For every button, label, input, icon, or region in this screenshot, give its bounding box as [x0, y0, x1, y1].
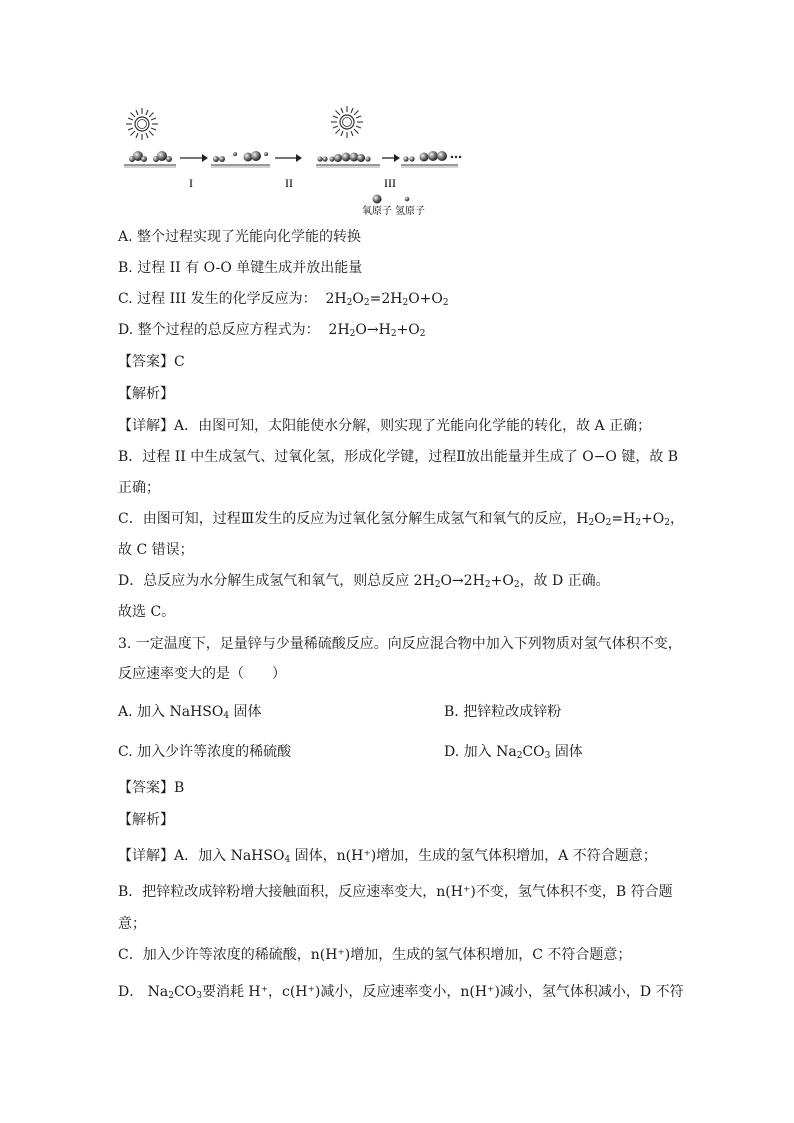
q3-option-d-end: 固体 [554, 744, 583, 760]
q3-analysis-heading: 【解析】 [118, 812, 174, 828]
reaction-diagram [118, 102, 478, 220]
q2-detail-d: D．总反应为水分解生成氢气和氧气，则总反应 $2H_2O\to 2H_2+O_2$，故 D 正确。 [118, 573, 610, 590]
q3-option-a: A. 加入 NaHSO$_4$ 固体 [118, 704, 262, 721]
q2-option-b: B. 过程 II 有 O-O 单键生成并放出能量 [118, 260, 363, 276]
q3-detail-c: C．加入少许等浓度的稀硫酸，n(H⁺)增加，生成的氢气体积增加，C 不符合题意； [118, 947, 632, 963]
step-label-1: I [189, 176, 193, 190]
q2-option-c: C. 过程 III 发生的化学反应为： $2H_2O_2=2H_2O+O_2$ [118, 291, 449, 308]
q2-answer: 【答案】C [118, 354, 185, 370]
q3-detail-a: 【详解】A．加入 NaHSO$_4$ 固体，n(H⁺)增加，生成的氢气体积增加，A 不符合题意； [118, 848, 657, 865]
q2-option-a: A. 整个过程实现了光能向化学能的转换 [118, 229, 362, 245]
q3-answer: 【答案】B [118, 780, 185, 796]
q2-option-c-text: C. 过程 III 发生的化学反应为： [118, 291, 317, 307]
q2-detail-c1: C．由图可知，过程Ⅲ发生的反应为过氧化氢分解生成氢气和氧气的反应，$H_2O_2=H_2+O_2$， [118, 511, 685, 528]
step-label-3: III [384, 176, 396, 190]
q3-detail-b1: B．把锌粒改成锌粉增大接触面积，反应速率变大，n(H⁺)不变，氢气体积不变，B 符合题 [118, 884, 673, 900]
q3-stem-line1: 3. 一定温度下，足量锌与少量稀硫酸反应。向反应混合物中加入下列物质对氢气体积不变， [118, 636, 682, 652]
legend-hydrogen: 氢原子 [395, 206, 425, 217]
sun-icon [126, 108, 158, 140]
q3-option-d-text: D. 加入 [444, 744, 492, 760]
arrow-icon [180, 154, 208, 162]
step-label-2: II [285, 176, 293, 190]
q2-detail-c2: 故 C 错误； [118, 542, 194, 558]
q3-option-c: C. 加入少许等浓度的稀硫酸 [118, 744, 292, 760]
q3-stem-line2: 反应速率变大的是（ ） [118, 666, 286, 682]
arrow-icon [275, 154, 302, 162]
water-molecules [129, 151, 172, 162]
q3-option-b: B. 把锌粒改成锌粉 [444, 704, 562, 720]
q2-detail-d-end: ，故 D 正确。 [519, 573, 610, 589]
q2-option-d-text: D. 整个过程的总反应方程式为： [118, 322, 320, 338]
q3-detail-d-text: D． [118, 984, 144, 1000]
q3-detail-a-text: 【详解】A．加入 [118, 848, 227, 864]
q2-detail-c1-text: C．由图可知，过程Ⅲ发生的反应为过氧化氢分解生成氢气和氧气的反应， [118, 511, 577, 527]
q3-option-a-text: A. 加入 [118, 704, 166, 720]
legend-oxygen: 氧原子 [362, 206, 392, 217]
q3-detail-b2: 意； [118, 916, 146, 932]
q2-detail-b2: 正确； [118, 480, 160, 496]
sun-icon [331, 106, 363, 138]
q3-detail-d: D． $Na_2CO_3$要消耗 H⁺，c(H⁺)减小，反应速率变小，n(H⁺)减小，氢气体积减小，D 不符 [118, 984, 684, 1001]
q3-option-a-end: 固体 [233, 704, 262, 720]
q2-analysis-heading: 【解析】 [118, 386, 174, 402]
q2-detail-d-text: D．总反应为水分解生成氢气和氧气，则总反应 [118, 573, 410, 589]
q2-option-d: D. 整个过程的总反应方程式为： $2H_2O\to H_2+O_2$ [118, 322, 426, 339]
q2-detail-b1: B．过程 II 中生成氢气、过氧化氢，形成化学键，过程Ⅱ放出能量并生成了 O−O 键，故 B [118, 449, 679, 465]
q3-detail-a-end: 固体，n(H⁺)增加，生成的氢气体积增加，A 不符合题意； [294, 848, 657, 864]
q2-detail-a: 【详解】A．由图可知，太阳能使水分解，则实现了光能向化学能的转化，故 A 正确； [118, 418, 652, 434]
q2-conclusion: 故选 C。 [118, 604, 176, 620]
arrow-icon [382, 154, 400, 162]
q3-detail-d-end: 要消耗 H⁺，c(H⁺)减小，反应速率变小，n(H⁺)减小，氢气体积减小，D 不符 [201, 984, 684, 1000]
q3-option-d: D. 加入 $Na_2CO_3$ 固体 [444, 744, 583, 761]
